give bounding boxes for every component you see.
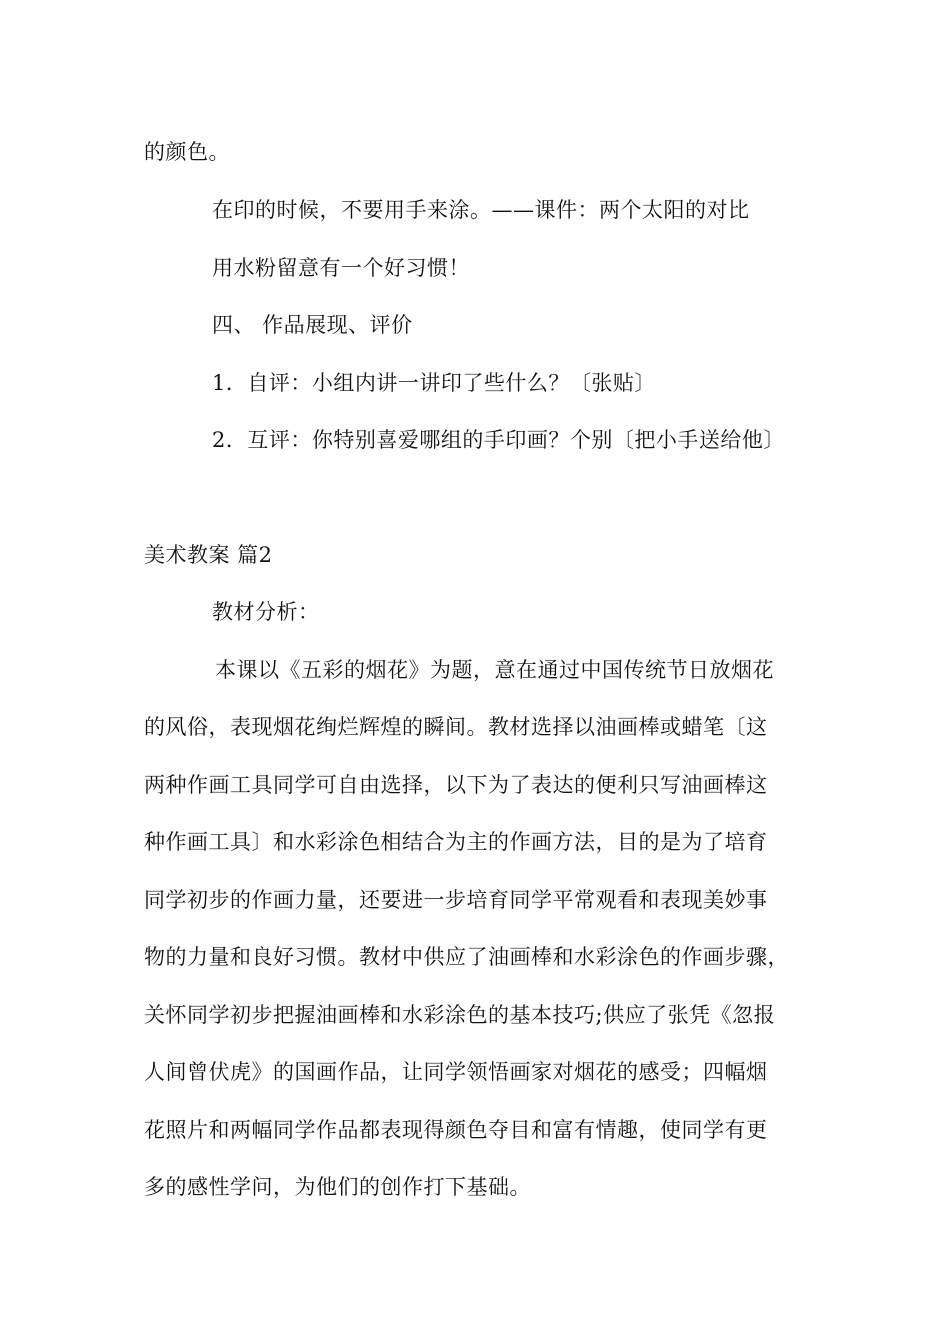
- paragraph-line: 两种作画工具同学可自由选择，以下为了表达的便利只写油画棒这: [144, 773, 768, 797]
- paragraph-line: 物的力量和良好习惯。教材中供应了油画棒和水彩涂色的作画步骤，: [144, 945, 789, 969]
- text-line: 用水粉留意有一个好习惯！: [212, 256, 470, 280]
- list-item: 2．互评：你特别喜爱哪组的手印画？个别〔把小手送给他〕: [212, 428, 785, 452]
- paragraph-line: 人间曾伏虎》的国画作品，让同学领悟画家对烟花的感受；四幅烟: [144, 1060, 768, 1084]
- list-item: 1．自评：小组内讲一讲印了些什么？〔张贴〕: [212, 371, 656, 395]
- paragraph-line: 本课以《五彩的烟花》为题，意在通过中国传统节日放烟花: [215, 658, 774, 682]
- subheading: 教材分析：: [212, 600, 320, 624]
- text-line: 在印的时候，不要用手来涂。——课件：两个太阳的对比: [212, 198, 750, 222]
- text-line: 的颜色。: [144, 140, 230, 164]
- paragraph-line: 多的感性学问，为他们的创作打下基础。: [144, 1175, 531, 1199]
- paragraph-line: 关怀同学初步把握油画棒和水彩涂色的基本技巧;供应了张凭《忽报: [144, 1003, 776, 1027]
- paragraph-line: 花照片和两幅同学作品都表现得颜色夺目和富有情趣，使同学有更: [144, 1118, 768, 1142]
- paragraph-line: 的风俗，表现烟花绚烂辉煌的瞬间。教材选择以油画棒或蜡笔〔这: [144, 715, 768, 739]
- paragraph-line: 同学初步的作画力量，还要进一步培育同学平常观看和表现美妙事: [144, 888, 768, 912]
- paragraph-line: 种作画工具〕和水彩涂色相结合为主的作画方法，目的是为了培育: [144, 830, 768, 854]
- section-heading: 四、 作品展现、评价: [212, 313, 413, 337]
- article-title: 美术教案 篇2: [144, 543, 273, 567]
